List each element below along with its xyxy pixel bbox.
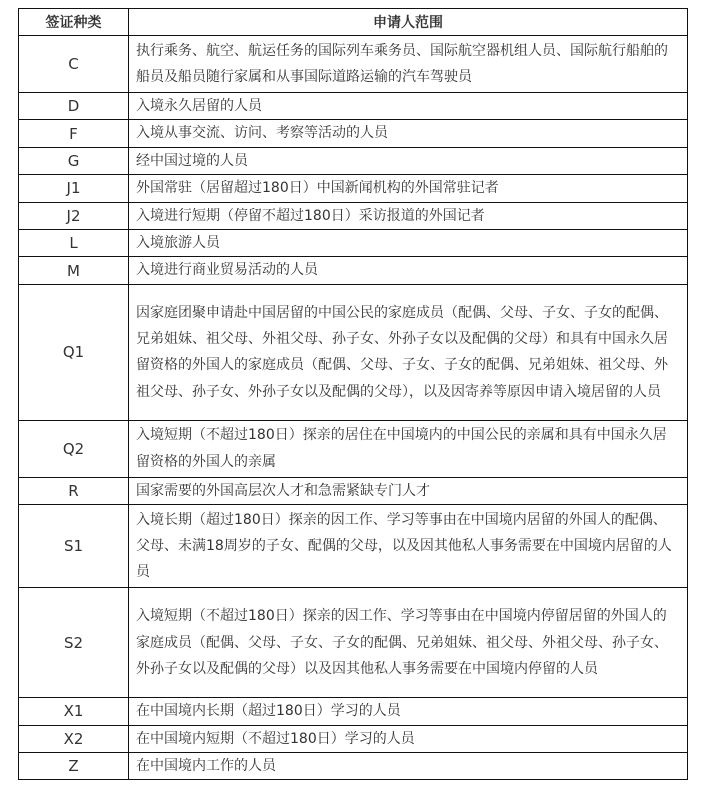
visa-type-cell: L [19, 230, 129, 257]
header-visa-type: 签证种类 [19, 9, 129, 36]
table-header-row [19, 9, 688, 36]
visa-types-table [18, 8, 688, 780]
table-body [19, 36, 688, 780]
visa-type-cell: S1 [19, 505, 129, 588]
applicant-scope-cell: 入境进行商业贸易活动的人员 [129, 257, 688, 284]
visa-type-cell: D [19, 93, 129, 120]
table-row [19, 202, 688, 229]
applicant-scope-cell: 经中国过境的人员 [129, 147, 688, 174]
visa-type-cell: M [19, 257, 129, 284]
visa-type-cell: X1 [19, 698, 129, 725]
visa-type-cell: G [19, 147, 129, 174]
visa-type-cell: R [19, 477, 129, 504]
table-row [19, 120, 688, 147]
visa-type-cell: Z [19, 753, 129, 780]
table-row [19, 230, 688, 257]
visa-type-cell: J2 [19, 202, 129, 229]
table-row [19, 725, 688, 752]
header-applicant-scope: 申请人范围 [129, 9, 688, 36]
table-row [19, 753, 688, 780]
table-row [19, 588, 688, 698]
applicant-scope-cell: 国家需要的外国高层次人才和急需紧缺专门人才 [129, 477, 688, 504]
visa-type-cell: J1 [19, 175, 129, 202]
applicant-scope-cell: 入境短期（不超过180日）探亲的因工作、学习等事由在中国境内停留居留的外国人的家庭成员（配偶、父母、子女、子女的配偶、兄弟姐妹、祖父母、外祖父母、孙子女、外孙子女以及配偶的父母）以及因其他私人事务需要在中国境内停留的人员 [129, 588, 688, 698]
visa-type-cell: Q2 [19, 420, 129, 477]
applicant-scope-cell: 在中国境内短期（不超过180日）学习的人员 [129, 725, 688, 752]
visa-type-cell: X2 [19, 725, 129, 752]
visa-type-cell: S2 [19, 588, 129, 698]
table-row [19, 698, 688, 725]
table-row [19, 36, 688, 93]
table-row [19, 477, 688, 504]
applicant-scope-cell: 入境旅游人员 [129, 230, 688, 257]
applicant-scope-cell: 入境从事交流、访问、考察等活动的人员 [129, 120, 688, 147]
applicant-scope-cell: 执行乘务、航空、航运任务的国际列车乘务员、国际航空器机组人员、国际航行船舶的船员及船员随行家属和从事国际道路运输的汽车驾驶员 [129, 36, 688, 93]
applicant-scope-cell: 入境进行短期（停留不超过180日）采访报道的外国记者 [129, 202, 688, 229]
visa-type-cell: C [19, 36, 129, 93]
table-row [19, 257, 688, 284]
table-row [19, 284, 688, 420]
applicant-scope-cell: 外国常驻（居留超过180日）中国新闻机构的外国常驻记者 [129, 175, 688, 202]
table-row [19, 420, 688, 477]
table-row [19, 175, 688, 202]
visa-type-cell: Q1 [19, 284, 129, 420]
applicant-scope-cell: 入境永久居留的人员 [129, 93, 688, 120]
applicant-scope-cell: 在中国境内长期（超过180日）学习的人员 [129, 698, 688, 725]
applicant-scope-cell: 在中国境内工作的人员 [129, 753, 688, 780]
applicant-scope-cell: 入境短期（不超过180日）探亲的居住在中国境内的中国公民的亲属和具有中国永久居留资格的外国人的亲属 [129, 420, 688, 477]
table-row [19, 147, 688, 174]
applicant-scope-cell: 因家庭团聚申请赴中国居留的中国公民的家庭成员（配偶、父母、子女、子女的配偶、兄弟姐妹、祖父母、外祖父母、孙子女、外孙子女以及配偶的父母）和具有中国永久居留资格的外国人的家庭成员（配偶、父母、子女、子女的配偶、兄弟姐妹、祖父母、外祖父母、孙子女、外孙子女以及配偶的父母），以及因寄养等原因申请入境居留的人员 [129, 284, 688, 420]
table-row [19, 505, 688, 588]
table-row [19, 93, 688, 120]
visa-type-cell: F [19, 120, 129, 147]
applicant-scope-cell: 入境长期（超过180日）探亲的因工作、学习等事由在中国境内居留的外国人的配偶、父母、未满18周岁的子女、配偶的父母，以及因其他私人事务需要在中国境内居留的人员 [129, 505, 688, 588]
